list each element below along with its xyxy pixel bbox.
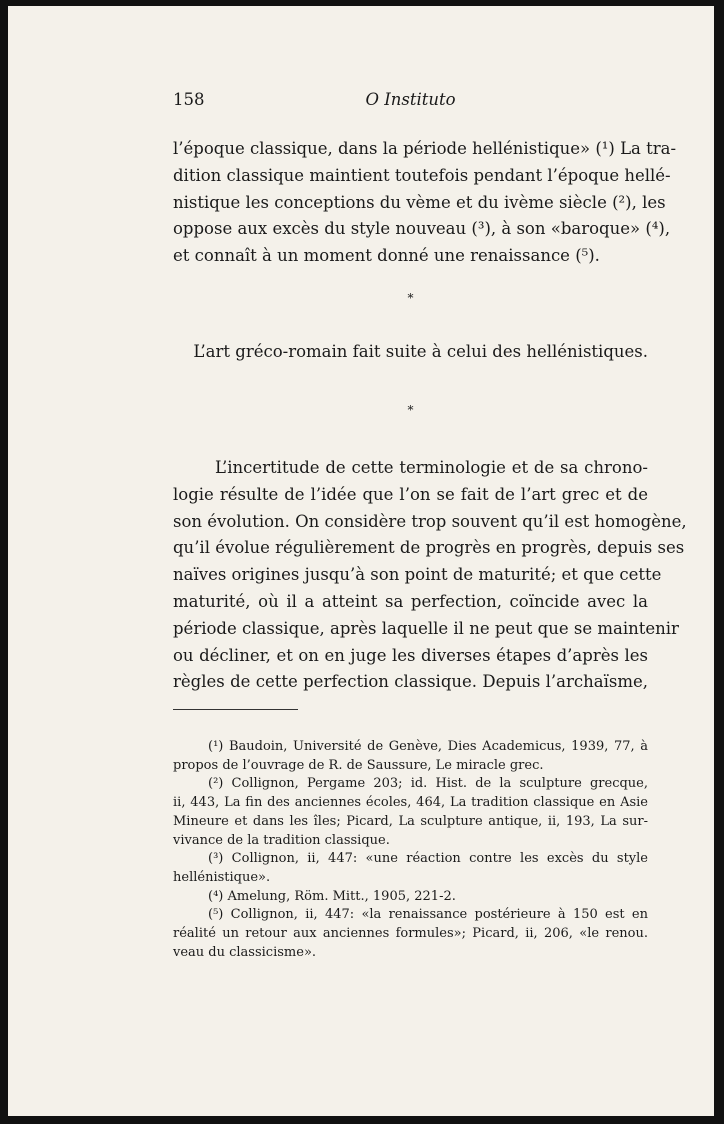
page-number: 158 xyxy=(173,90,205,109)
text-line: ou décliner, et on en juge les diverses étapes d’après les xyxy=(173,645,648,665)
footnote-5 xyxy=(173,906,648,962)
footnote-line: veau du classicisme». xyxy=(173,944,317,960)
section-separator: * xyxy=(407,403,414,417)
footnote-line: (¹) Baudoin, Université de Genève, Dies Academicus, 1939, 77, à xyxy=(208,739,648,754)
text-line: dition classique maintient toutefois pendant l’époque hellé- xyxy=(173,165,671,185)
text-line: et connaît à un moment donné une renaissance (⁵). xyxy=(173,246,600,266)
text-line: son évolution. On considère trop souvent qu’il est homogène, xyxy=(173,511,687,531)
text-line: naïves origines jusqu’à son point de maturité; et que cette xyxy=(173,565,662,585)
footnote-line: (²) Collignon, Pergame 203; id. Hist. de la sculpture grecque, xyxy=(208,776,648,792)
footnote-line: (⁵) Collignon, ii, 447: «la renaissance postérieure à 150 est en xyxy=(208,907,648,923)
footnote-line: (⁴) Amelung, Röm. Mitt., 1905, 221-2. xyxy=(208,888,456,904)
footnote-line: réalité un retour aux anciennes formules»; Picard, ii, 206, «le renou. xyxy=(173,926,648,942)
paragraph-2: L’art gréco-romain fait suite à celui des hellénistiques. xyxy=(193,342,648,361)
text-line: maturité, où il a atteint sa perfection, coïncide avec la xyxy=(173,591,648,611)
footnote-rule xyxy=(173,709,298,710)
footnote-1 xyxy=(173,738,648,775)
footnote-line: propos de l’ouvrage de R. de Saussure, Le miracle grec. xyxy=(173,757,544,773)
footnote-4 xyxy=(173,888,648,907)
text-line: logie résulte de l’idée que l’on se fait de l’art grec et de xyxy=(173,484,648,504)
section-separator: * xyxy=(407,291,414,305)
paragraph-1 xyxy=(173,136,677,270)
footnote-3 xyxy=(173,850,648,887)
footnote-line: vivance de la tradition classique. xyxy=(173,832,390,848)
text-line: qu’il évolue régulièrement de progrès en progrès, depuis ses xyxy=(173,538,685,558)
page-header xyxy=(173,90,648,114)
footnote-2 xyxy=(173,775,648,850)
running-title: O Instituto xyxy=(365,90,456,109)
book-page xyxy=(8,6,714,1116)
footnotes xyxy=(173,738,648,962)
text-line: règles de cette perfection classique. Depuis l’archaïsme, xyxy=(173,672,648,692)
text-line: l’époque classique, dans la période hellénistique» (¹) La tra- xyxy=(173,139,677,158)
text-line: période classique, après laquelle il ne peut que se maintenir xyxy=(173,618,679,638)
footnote-line: hellénistique». xyxy=(173,869,271,885)
footnote-line: Mineure et dans les îles; Picard, La sculpture antique, ii, 193, La sur- xyxy=(173,813,648,829)
footnote-line: ii, 443, La fin des anciennes écoles, 464, La tradition classique en Asie xyxy=(173,795,648,811)
paragraph-3 xyxy=(173,455,687,696)
text-line: oppose aux excès du style nouveau (³), à son «baroque» (⁴), xyxy=(173,219,671,239)
footnote-line: (³) Collignon, ii, 447: «une réaction contre les excès du style xyxy=(208,851,648,867)
text-line: nistique les conceptions du vème et du ivème siècle (²), les xyxy=(173,192,666,212)
text-line: L’incertitude de cette terminologie et de sa chrono- xyxy=(215,458,648,477)
